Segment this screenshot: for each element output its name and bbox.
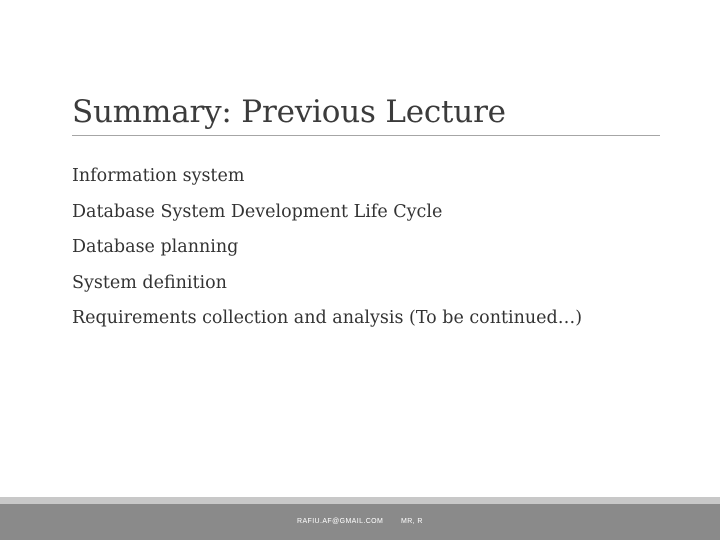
bullet-list bbox=[72, 164, 582, 342]
bullet-item: Database planning bbox=[72, 237, 239, 257]
footer-email: RAFIU.AF@GMAIL.COM bbox=[297, 518, 384, 525]
bullet-item: System definition bbox=[72, 272, 227, 293]
footer-author: MR, R bbox=[401, 518, 423, 525]
bullet-item: Information system bbox=[72, 166, 245, 186]
title-divider bbox=[72, 135, 660, 136]
bullet-item: Requirements collection and analysis (To be continued…) bbox=[72, 308, 583, 328]
footer-edge bbox=[0, 497, 720, 504]
bullet-item: Database System Development Life Cycle bbox=[72, 201, 443, 222]
slide-title: Summary: Previous Lecture bbox=[72, 94, 506, 130]
